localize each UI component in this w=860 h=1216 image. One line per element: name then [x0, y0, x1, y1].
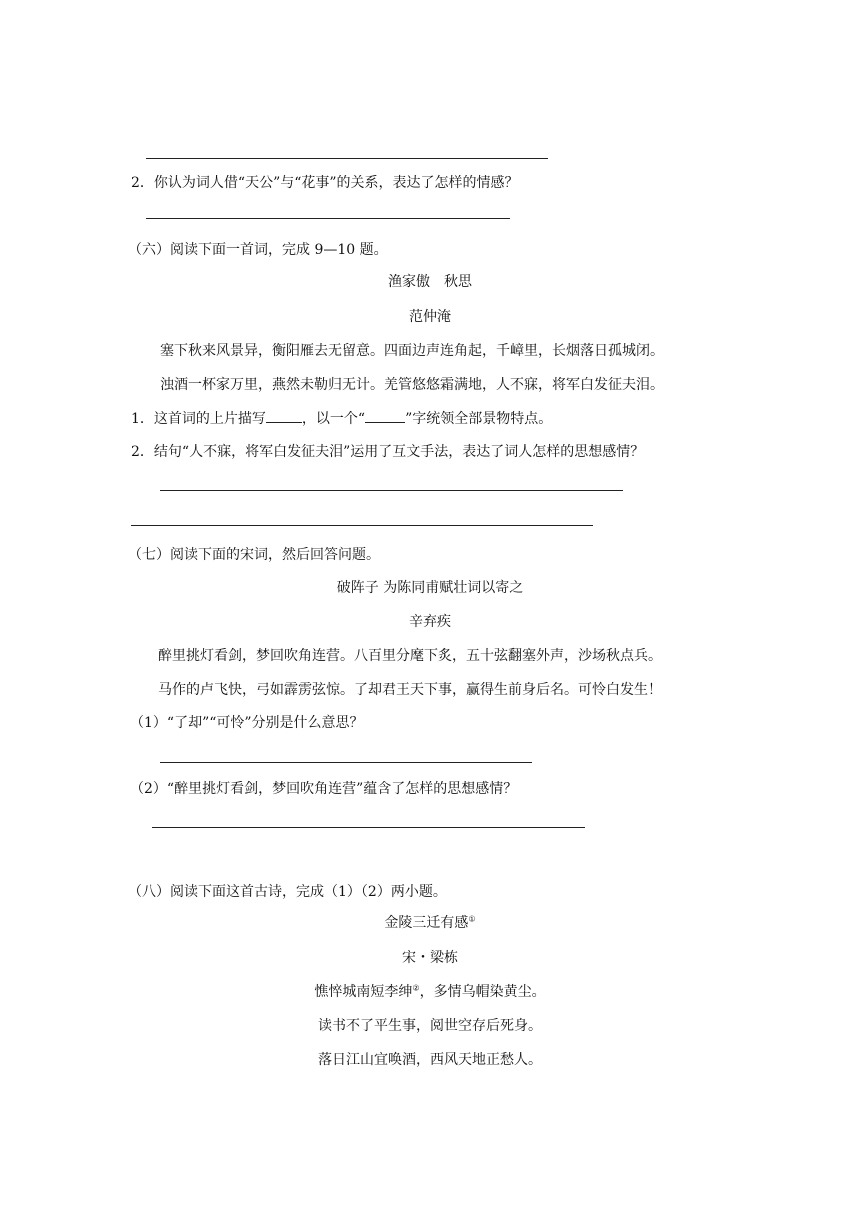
poem-line: [0, 982, 860, 1002]
question-text: （2）“醉里挑灯看剑，梦回吹角连营”蕴含了怎样的思想感情？: [130, 781, 518, 797]
section-heading: （六）阅读下面一首词，完成 9—10 题。: [128, 242, 388, 258]
question-text: [131, 409, 552, 429]
poem-title: 破阵子 为陈同甫赋壮词以寄之: [336, 580, 524, 596]
poem-line: 马作的卢飞快，弓如霹雳弦惊。了却君王天下事，赢得生前身后名。可怜白发生！: [158, 682, 662, 698]
poem-line: 醉里挑灯看剑，梦回吹角连营。八百里分麾下炙，五十弦翻塞外声，沙场秋点兵。: [158, 648, 662, 664]
fill-blank[interactable]: [365, 422, 405, 423]
answer-line: [146, 218, 510, 219]
answer-line: [160, 762, 532, 763]
question-text: （1）“了却”“可怜”分别是什么意思？: [130, 715, 364, 731]
fill-blank[interactable]: [266, 422, 302, 423]
question-text: 2．你认为词人借“天公”与“花事”的关系，表达了怎样的情感？: [131, 175, 519, 191]
poem-line-text: ，多情乌帽染黄尘。: [419, 984, 546, 1000]
section-heading: （八）阅读下面这首古诗，完成（1）（2）两小题。: [128, 884, 447, 900]
question-text-part: ”字统领全部景物特点。: [405, 411, 553, 427]
footnote-marker: ②: [412, 983, 420, 993]
answer-line: [146, 158, 548, 159]
footnote-marker: ①: [468, 914, 476, 924]
poem-title: 渔家傲 秋思: [388, 274, 472, 290]
poem-line-text: 憔悴城南短李绅: [314, 984, 413, 1000]
poem-title: [0, 913, 860, 933]
poem-title-text: 金陵三迁有感: [384, 915, 469, 931]
poem-line: 落日江山宜唤酒，西风天地正愁人。: [318, 1052, 542, 1068]
poem-line: 浊酒一杯家万里，燕然未勒归无计。羌管悠悠霜满地，人不寐，将军白发征夫泪。: [160, 377, 664, 393]
question-text: 2．结句“人不寐，将军白发征夫泪”运用了互文手法，表达了词人怎样的思想感情？: [131, 444, 645, 460]
poem-line: 读书不了平生事，阅世空存后死身。: [318, 1018, 542, 1034]
poem-author: 辛弃疾: [409, 614, 451, 630]
answer-line: [152, 827, 585, 828]
poem-line: 塞下秋来风景异，衡阳雁去无留意。四面边声连角起，千嶂里，长烟落日孤城闭。: [160, 343, 664, 359]
answer-line: [131, 525, 593, 526]
question-text-part: 1．这首词的上片描写: [131, 411, 266, 427]
poem-author: 宋・梁栋: [402, 950, 458, 966]
answer-line: [160, 490, 623, 491]
question-text-part: ，以一个“: [301, 411, 366, 427]
poem-author: 范仲淹: [409, 309, 451, 325]
section-heading: （七）阅读下面的宋词，然后回答问题。: [128, 547, 380, 563]
